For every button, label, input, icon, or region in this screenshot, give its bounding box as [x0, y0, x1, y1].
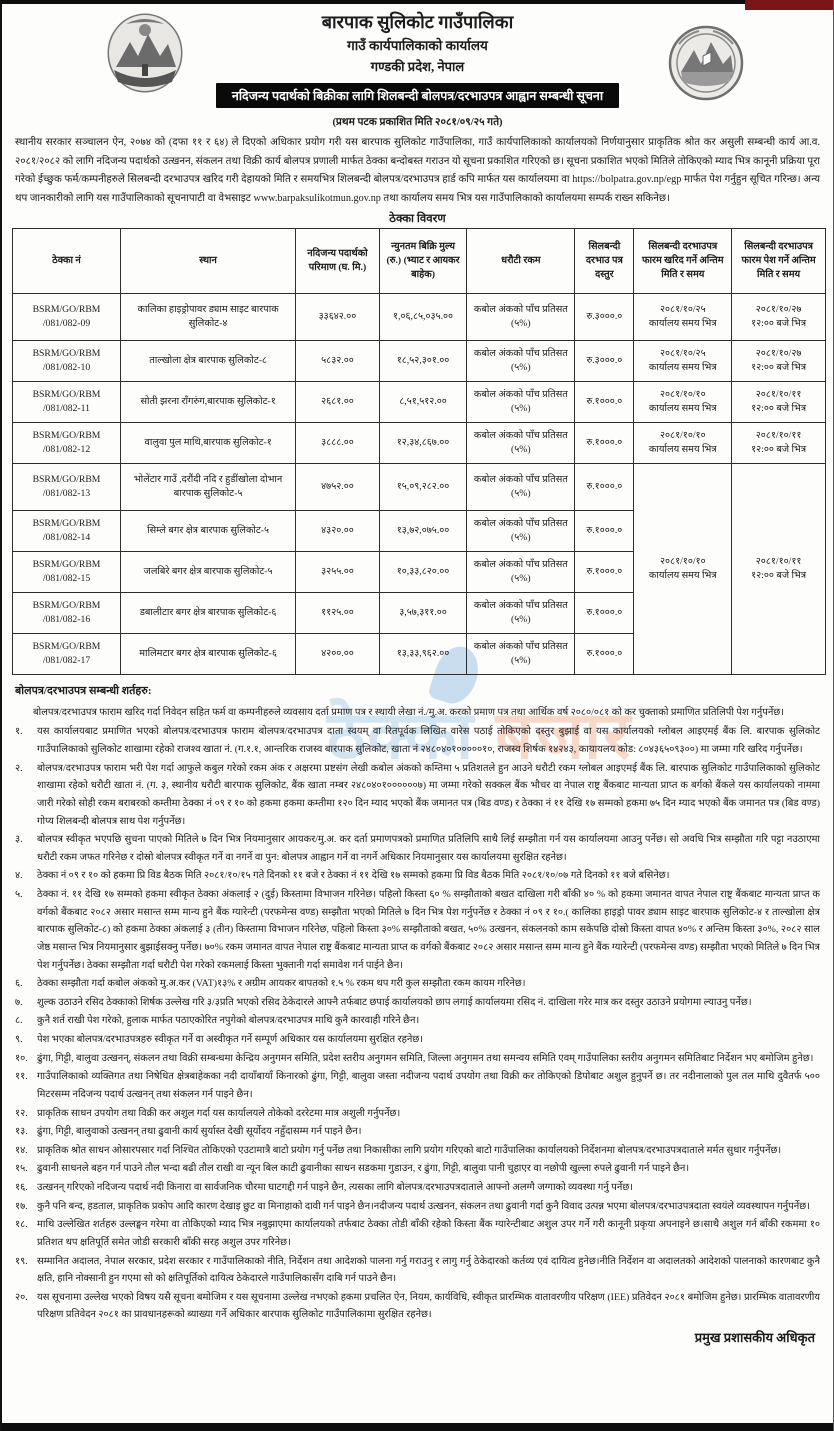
- purchase-deadline-cell: २०८१/१०/२५ कार्यालय समय भित्र: [634, 341, 732, 382]
- term-number: ३.: [15, 834, 23, 846]
- term-number: २०.: [15, 1291, 28, 1303]
- term-item: [15, 1123, 820, 1141]
- municipality-name: बारपाक सुलिकोट गाउँपालिका: [321, 12, 514, 32]
- contract-id-cell: BSRM/GO/RBM /081/082-16: [13, 593, 121, 634]
- term-text: ढुंगा, गिट्टी, बालुवा उत्खनन्, संकलन तथा विक्री सम्बन्धमा केन्द्रिय अनुगमन समिति, प्रदेश स्तरीय अनुगमन समिति, जिल्ला अनुगमन तथा समन्वय समिति एवम् गाउँपालिका स्तरीय अनुगमन समितिबाट निर्देशन भए बमोजिम हुनेछ।: [37, 1052, 814, 1064]
- table-row: [13, 464, 826, 511]
- term-item: [15, 994, 820, 1012]
- term-item: [15, 1179, 820, 1197]
- submit-deadline-merged-cell: २०८१/१०/११ १२:०० बजे भित्र: [732, 464, 826, 675]
- quantity-cell: ११२५.००: [296, 593, 380, 634]
- watermark-word-1: ठेक्का: [327, 698, 476, 772]
- office-name: गाउँ कार्यपालिकाको कार्यालय: [347, 37, 488, 53]
- location-cell: ताल्खोला क्षेत्र बारपाक सुलिकोट-८: [120, 341, 295, 382]
- term-number: ७.: [15, 996, 23, 1008]
- term-item: [15, 886, 820, 974]
- term-item: [15, 1068, 820, 1103]
- term-text: प्राकृतिक साधन उपयोग तथा विक्री कर अशुल गर्दा यस कार्यालयले तोकेको दररेटमा मात्र अशुली गर्नुपर्नेछ।: [37, 1107, 401, 1119]
- term-number: १५.: [15, 1163, 28, 1175]
- term-item: [15, 1012, 820, 1030]
- min-price-cell: ३,५७,३११.००: [379, 593, 467, 634]
- location-cell: जलबिरे बगर क्षेत्र बारपाक सुलिकोट-५: [120, 552, 295, 593]
- table-header-row: [13, 229, 826, 294]
- municipality-seal-logo: [667, 22, 745, 104]
- deposit-cell: कबोल अंकको पाँच प्रतिसत (५%): [467, 511, 575, 552]
- term-number: १७.: [15, 1200, 28, 1212]
- term-item: [15, 975, 820, 993]
- min-price-cell: १०,३३,८२०.००: [379, 552, 467, 593]
- term-number: ५.: [15, 889, 23, 901]
- fee-cell: रु.१०००.०: [575, 552, 634, 593]
- deposit-cell: कबोल अंकको पाँच प्रतिसत (५%): [467, 552, 575, 593]
- min-price-cell: १२,३४,८६७.००: [379, 423, 467, 464]
- term-item: [15, 1031, 820, 1049]
- location-cell: कालिका हाइड्रोपावर ड्याम साइट बारपाक सुलिकोट-४: [120, 294, 295, 341]
- terms-section: [15, 682, 820, 1324]
- term-text: माथि उल्लेखित शर्तहरु उल्लङ्घन गरेमा वा तोकिएको म्याद भित्र नबुझाएमा कार्यालयको तर्फबाट ठेक्का तोडी बाँकी रहेको किस्ता बैंक ग्यारेन्टीबाट अशुल उपर गर्ने गरी कानूनी प्रकृया अपनाइने छ।साथै अशुल गर्न बाँकी रकममा १० प्रतिशत थप क्षतिपूर्ति समेत जोडी सरकारी बाँकी सरह अशुल उपर गरिनेछ।: [37, 1219, 820, 1248]
- min-price-cell: १३,७२,०७५.००: [379, 511, 467, 552]
- term-number: १४.: [15, 1144, 28, 1156]
- deposit-cell: कबोल अंकको पाँच प्रतिसत (५%): [467, 423, 575, 464]
- submit-deadline-cell: २०८१/१०/२७ १२:०० बजे भित्र: [732, 294, 826, 341]
- term-text: बोलपत्र/दरभाउपत्र फाराम भरी पेश गर्दा आफुले कबुल गरेको रकम अंक र अक्षरमा प्रष्टसंग लेखी कबोल अंकको कम्तिमा ५ प्रतिशतले हुन आउने धरौटी रकम ग्लोबल आइएमई बैंक लि. बारपाक सुलिकोट गाउँपालिकाको सुलिकोट शाखामा रहेको धरौटी खाता नं. (ग. ३, स्थानीय धरौटी बारपाक सुलिकोट, बैंक खाता नम्बर २४८०४०१००००००७) मा जम्मा गरेको सक्कल बैंक भौचर वा नेपाल राष्ट्र बैंकबाट मान्यता प्राप्त क बर्गको बैंकले यस कार्यालयको नाममा जारी गरेको सोही रकम बराबरको कम्तीमा ठेक्का नं ०९ र १० को हकमा हकमा कम्तीमा १२० दिन म्याद भएको बैंक जमानत पत्र (बिड वण्ड) र ठेक्का नं ११ देखि १७ सम्मको हकमा ७५ दिन म्याद भएको बैंक जमानत पत्र (बिड वण्ड) गोप्य शिलबन्दी बोलपत्र साथ पेश गर्नुपर्नेछ।: [37, 762, 820, 827]
- contract-id-cell: BSRM/GO/RBM /081/082-13: [13, 464, 121, 511]
- min-price-cell: १३,३३,९६२.००: [379, 634, 467, 675]
- quantity-cell: ५८३२.००: [296, 341, 380, 382]
- term-text: ठेक्का नं ०९ र १० को हकमा प्रि विड बैठक मिति २०८१/१०/१५ गते दिनको ११ बजे र ठेक्का नं ११ देखि १७ सम्मको हकमा प्रि विड बैठक मिति २०८१/१०/०७ गते दिनको ११ बजे बसिनेछ।: [37, 870, 670, 882]
- terms-heading: बोलपत्र/दरभाउपत्र सम्बन्धी शर्तहरु:: [15, 685, 152, 698]
- quantity-cell: ३२५५.००: [296, 552, 380, 593]
- signatory-title: प्रमुख प्रशासकीय अधिकृत: [694, 1330, 815, 1346]
- term-item: [15, 867, 820, 885]
- contract-id-cell: BSRM/GO/RBM /081/082-17: [13, 634, 121, 675]
- location-cell: वालुवा पुल माथि,बारपाक सुलिकोट-१: [120, 423, 295, 464]
- term-text: प्राकृतिक श्रोत साधन ओसारपसार गर्दा निश्चित तोकिएको एउटामात्रै बाटो प्रयोग गर्नु पर्नेछ तथा निकासीका लागि प्रयोग गरिएको बाटो गाउँपालिका कार्यालयको निर्देशनमा बोलपत्र/दरभाउपत्रदाताले मर्मत सुधार गर्नुपर्नेछ।: [37, 1144, 782, 1156]
- term-text: पेश भएका बोलपत्र/दरभाउपत्रहरु स्वीकृत गर्ने वा अस्वीकृत गर्ने सम्पूर्ण अधिकार यस कार्यालयमा सुरक्षित रहनेछ।: [37, 1034, 423, 1046]
- term-item: [15, 1198, 820, 1216]
- term-item: [15, 1216, 820, 1251]
- term-number: २.: [15, 762, 23, 774]
- term-text: कुनै शर्त राखी पेश गरेको, हुलाक मार्फत पठाएकोरित नपुगेको बोलपत्र/दरभाउपत्र माथि कुनै कारवाही गरिने छैन।: [37, 1015, 420, 1027]
- publish-date: (प्रथम पटक प्रकाशित मिति २०८१/०९/२५ गते): [332, 116, 503, 128]
- term-item: [15, 831, 820, 866]
- quantity-cell: ४२००.००: [296, 634, 380, 675]
- location-cell: सोती झरना राँगरुंग,बारपाक सुलिकोट-१: [120, 382, 295, 423]
- quantity-cell: २६८१.००: [296, 382, 380, 423]
- notice-title-banner: नदिजन्य पदार्थको बिक्रीका लागि शिलबन्दी बोलपत्र/दरभाउपत्र आह्वान सम्बन्धी सूचना: [216, 83, 619, 108]
- submit-deadline-cell: २०८१/१०/११ १२:०० बजे भित्र: [732, 382, 826, 423]
- term-number: १२.: [15, 1107, 28, 1119]
- fee-cell: रु.३०००.०: [575, 294, 634, 341]
- fee-cell: रु.१०००.०: [575, 634, 634, 675]
- contract-id-cell: BSRM/GO/RBM /081/082-11: [13, 382, 121, 423]
- nepal-emblem-logo: [106, 12, 184, 94]
- term-text: बोलपत्र स्वीकृत भएपछि सुचना पाएको मितिले ७ दिन भित्र नियमानुसार आयकर/मु.अ. कर दर्ता प्रमाणपत्रको प्रमाणित प्रतिलिपि साथै लिई सम्झौता गर्न यस कार्यालयमा आउनु पर्नेछ। सो अवधि भित्र सम्झौता गरि पट्टा नउठाएमा धरौटी रकम जफत गरिनेछ र दोस्रो बोलपत्र स्वीकृत गर्ने वा नगर्ने वा पुन: बोलपत्र आह्वान गर्ने वा नगर्ने अधिकार नियमानुसार यस कार्यालयमा सुरक्षित रहनेछ।: [37, 834, 820, 863]
- col-header-fee: सिलबन्दी दरभाउ पत्र दस्तुर: [575, 229, 634, 294]
- term-text: यस सूचनामा उल्लेख भएको विषय यसै सूचना बमोजिम र यस सूचनामा उल्लेख नभएको हकमा प्रचलित ऐन, नियम, कार्यविधि, स्वीकृत प्रारम्भिक वातावरणीय परिक्षण (IEE) प्रतिवेदन २०८१ बमोजिम हुनेछ। प्रारम्भिक वातावरणीय परिक्षण प्रतिवेदन २०८१ का प्रावधानहरूको ब्याख्या गर्ने अधिकार बारपाक सुलिकोट गाउँपालिकामा सुरक्षित रहनेछ।: [37, 1291, 820, 1321]
- intro-paragraph: स्थानीय सरकार सञ्चालन ऐन, २०७४ को (दफा ११ र ६४) ले दिएको अधिकार प्रयोग गरी यस बारपाक सुलिकोट गाउँपालिका, गाउँ कार्यपालिकाको कार्यालयको निर्णयानुसार प्राकृतिक श्रोत कर असुली सम्बन्धी कार्य आ.व. २०८१/२०८२ को लागि नदिजन्य पदार्थको उत्खनन, संकलन तथा विक्री कार्य बोलपत्र प्रणाली मार्फत ठेक्का बन्दोबस्त गराउन यो सूचना प्रकाशित गरिएको छ। सूचना प्रकाशित भएको मितिले तोकिएको म्याद भित्र कानूनी प्रक्रिया पूरा गरेको ईच्छुक फर्म/कम्पनीहरुले सिलबन्दी दरभाउपत्र खरिद गरी देहायको मिति र समयभित्र शिलबन्दी बोलपत्र/दरभाउपत्र हार्ड कपि मार्फत यस कार्यालयमा वा https://bolpatra.gov.np/egp मार्फत पेश गर्नुहुन सूचित गरिन्छ। अन्य थप जानकारीको लागि यस गाउँपालिकाको सूचनापाटी वा वेभसाइट www.barpaksulikotmun.gov.np तथा कार्यालय समय भित्र यस गाउँपालिकाको कार्यालयमा सम्पर्क राख्न सकिनेछ।: [15, 136, 820, 205]
- col-header-min-price: न्युनतम बिक्रि मुल्य (रु.) (भ्याट र आयकर बाहेक): [379, 229, 467, 294]
- term-text: शुल्क उठाउने रसिद ठेक्काको शिर्षक उल्लेख गरि ३/३प्रति भएको रसिद ठेकेदारले आफ्नै तर्फबाट छपाई कार्यालयको छाप लगाई कार्यालयमा रसिद नं. दाखिला गरेर मात्र कर दस्तुर उठाउने प्रयोगमा ल्याउनु पर्नेछ।: [37, 996, 752, 1008]
- purchase-deadline-cell: २०८१/१०/१० कार्यालय समय भित्र: [634, 423, 732, 464]
- location-cell: भोलेंटार गाउँ ,दरौंदी नदि र हुडींखोला दोभान बारपाक सुलिकोट-५: [120, 464, 295, 511]
- quantity-cell: ३३६४२.००: [296, 294, 380, 341]
- fee-cell: रु.३०००.०: [575, 341, 634, 382]
- terms-preamble: बोलपत्र/दरभाउपत्र फाराम खरिद गर्दा निवेदन सहित फर्म वा कम्पनीहरुले व्यवसाय दर्ता प्रमाण पत्र र स्थायी लेखा नं./मु.अ. करको प्रमाण पत्र तथा आर्थिक वर्ष २०८०/०८१ को कर चुक्ताको प्रमाणित प्रतिलिपी पेश गर्नुपर्नेछ।: [33, 706, 785, 718]
- location-cell: मालिमटार बगर क्षेत्र बारपाक सुलिकोट-६: [120, 634, 295, 675]
- term-text: यस कार्यालयबाट प्रमाणित भएको बोलपत्र/दरभाउपत्र फाराम बोलपत्र/दरभाउपत्र दाता स्वयम् वा रितपूर्वक लिखित वारेस पठाई तोकिएको दस्तुर बुझाई वा यस कार्यालयको ग्लोबल आइएमई बैंक लि. बारपाक सुलिकोट गाउँपालिकाको सुलिकोट शाखामा रहेको राजश्व खाता नं. (ग.१.१, आन्तरिक राजस्व बारपाक सुलिकोट, खाता नं २४८०४०१०००००१०, राजस्व शिर्षक १४२४३, कायायलय कोड: ८०४३६५०९३००) मा जम्मा गरि खरिद गर्नुपर्नेछ।: [37, 726, 820, 756]
- purchase-deadline-cell: २०८१/१०/१० कार्यालय समय भित्र: [634, 382, 732, 423]
- term-item: [15, 760, 820, 831]
- min-price-cell: ८,५१,५१२.००: [379, 382, 467, 423]
- quantity-cell: ४३२०.००: [296, 511, 380, 552]
- term-number: १८.: [15, 1219, 28, 1231]
- col-header-contract-no: ठेक्का नं: [13, 229, 121, 294]
- submit-deadline-cell: २०८१/१०/२७ १२:०० बजे भित्र: [732, 341, 826, 382]
- term-item: [15, 1253, 820, 1288]
- bottom-border: [2, 1423, 833, 1431]
- term-number: १६.: [15, 1182, 28, 1194]
- fee-cell: रु.१०००.०: [575, 423, 634, 464]
- term-number: ९.: [15, 1034, 23, 1046]
- col-header-location: स्थान: [120, 229, 295, 294]
- contract-id-cell: BSRM/GO/RBM /081/082-15: [13, 552, 121, 593]
- fee-cell: रु.१०००.०: [575, 464, 634, 511]
- term-number: ४.: [15, 870, 23, 882]
- term-text: ढुंगा, गिट्टी, बालुवाको उत्खनन् तथा ढुवानी कार्य सुर्यास्त देखी सूर्योदय नहुँदासम्म गर्न पाइने छैन।: [37, 1126, 362, 1138]
- term-text: कुनै पनि बन्द, हडताल, प्राकृतिक प्रकोप आदि कारण देखाइ छुट वा मिनाहाको दावी गर्न पाइने छैन।नदीजन्य पदार्थ उत्खनन, संकलन तथा ढुवानी गर्दा कुनै विवाद उत्पन्न भएमा बोलपत्र/दरभाउपत्रदाता स्वयंले व्यवस्थापन गर्नुपर्नेछ।: [37, 1200, 810, 1212]
- col-header-purchase-deadline: सिलबन्दी दरभाउपत्र फारम खरिद गर्ने अन्तिम मिति र समय: [634, 229, 732, 294]
- term-text: ठेक्का नं. ११ देखि १७ सम्मको हकमा स्वीकृत ठेक्का अंकलाई २ (दुई) किस्तामा विभाजन गरिनेछ। पहिलो किस्ता ६० % सम्झौताको बखत दाखिला गरी बाँकी ४० % को हकमा जमानत वापत नेपाल राष्ट्र बैंकबाट मान्यता प्राप्त क वर्गको बैंकबाट २०८२ असार मसान्त सम्म मान्य हुने बैंक ग्यारेन्टी (परफमेन्स वण्ड) सम्झौता भएको मितिले ७ दिन भित्र पेश गर्नुपर्नेछ र ठेक्का नं ०९ र १०.( कालिका हाइड्रो पावर ड्याम साइट बारपाक सुलिकोट-४ र ताल्खोला क्षेत्र बारपाक सुलिकोट-८) को हकमा ठेक्का अंकलाई ३ (तीन) किस्तामा विभाजन गरिनेछ, पहिलो किस्ता ३०% सम्झौताको बखत, ५०% उत्खनन, संकलनको काम सकेपछि दोस्रो किस्ता वापत ४०% र अन्तिम किस्ता ३०%, २०८२ साल जेष्ठ मसान्त भित्र नियमानुसार बुझाईसक्नु पर्नेछ। ७०% रकम जमानत वापत नेपाल राष्ट्र बैंकबाट मान्यता प्राप्त क वर्गको बैंकबाट २०८२ असार मसान्त सम्म मान्य हुने बैंक ग्यारेन्टी (परफमेन्स वण्ड) सम्झौता भएको मितिले ७ दिन भित्र पेश गर्नुपर्नेछ। ठेक्का सम्झौता गर्दा धरौटी पेश गरेको रकमलाई किस्ता भुक्तानी गर्दा समावेश गर्न पाईने छैन।: [37, 889, 820, 971]
- min-price-cell: १,०६,८५,०३५.००: [379, 294, 467, 341]
- contract-id-cell: BSRM/GO/RBM /081/082-09: [13, 294, 121, 341]
- col-header-submit-deadline: सिलबन्दी दरभाउपत्र फारम पेश गर्ने अन्तिम मिति र समय: [732, 229, 826, 294]
- term-text: ठेक्का सम्झौता गर्दा कबोल अंकको मु.अ.कर (VAT)१३% र अग्रीम आयकर बापतको १.५ % रकम थप गरी कुल सम्झौता रकम कायम गरिनेछ।: [37, 978, 526, 990]
- location-cell: सिम्ले बगर क्षेत्र बारपाक सुलिकोट-५: [120, 511, 295, 552]
- deposit-cell: कबोल अंकको पाँच प्रतिसत (५%): [467, 341, 575, 382]
- contract-id-cell: BSRM/GO/RBM /081/082-10: [13, 341, 121, 382]
- term-item: [15, 1050, 820, 1068]
- quantity-cell: ३८८८.००: [296, 423, 380, 464]
- purchase-deadline-merged-cell: २०८१/१०/१० कार्यालय समय भित्र: [634, 464, 732, 675]
- term-text: ढुवानी साधनले बहन गर्न पाउने तौल भन्दा बढी तौल राखी वा न्यून बिल काटी ढुवानीका साधन सडकमा गुडाउन, र ढुंगा, गिट्टी, बालुवा पानी चुहाएर वा नछोपी खुल्ला रुपले ढुवानी गर्न पाइने छैन।: [37, 1163, 690, 1175]
- col-header-deposit: धरौटी रकम: [467, 229, 575, 294]
- min-price-cell: १८,५२,३०१.००: [379, 341, 467, 382]
- province-line: गण्डकी प्रदेश, नेपाल: [370, 58, 465, 74]
- term-item: [15, 723, 820, 758]
- submit-deadline-cell: २०८१/१०/११ १२:०० बजे भित्र: [732, 423, 826, 464]
- tender-table: [12, 228, 826, 675]
- min-price-cell: १५,०९,२८२.००: [379, 464, 467, 511]
- term-number: ८.: [15, 1015, 23, 1027]
- col-header-quantity: नदिजन्य पदार्थको परिमाण (घ. मि.): [296, 229, 380, 294]
- fee-cell: रु.१०००.०: [575, 382, 634, 423]
- deposit-cell: कबोल अंकको पाँच प्रतिसत (५%): [467, 294, 575, 341]
- term-text: सम्मानित अदालत, नेपाल सरकार, प्रदेश सरकार र गाउँपालिकाको नीति, निर्देशन तथा आदेशको पालना गर्नु गराउनु र लागु गर्नु ठेकेदारको कर्तव्य एवं दायित्व हुनेछ।नीति निर्देशन वा अदालतको आदेशको पालनाको कारणबाट कुनै क्षति, हानि नोक्सानी हुन गएमा सो को क्षतिपूर्तिको दायित्व ठेकेदारले गाउँपालिकासँग दाबि गर्न पाउने छैन।: [37, 1255, 820, 1285]
- watermark-word-2: बजार: [495, 698, 633, 772]
- term-number: १०.: [15, 1052, 28, 1064]
- location-cell: डबालीटार बगर क्षेत्र बारपाक सुलिकोट-६: [120, 593, 295, 634]
- purchase-deadline-cell: २०८१/१०/२५ कार्यालय समय भित्र: [634, 294, 732, 341]
- table-row: [13, 423, 826, 464]
- term-number: १.: [15, 726, 23, 738]
- table-row: [13, 382, 826, 423]
- term-number: ११.: [15, 1071, 28, 1083]
- term-text: गाउँपालिकाको व्यक्तिगत तथा निषेधित क्षेत्रबाहेकका नदी दायाँबायाँ किनारको ढुंगा, गिट्टी, बालुवा जस्ता नदीजन्य पदार्थ उपयोग तथा विक्री कर तोकिएको डिपोबाट अशुल हुनुपर्ने छ। तर नदीनालाको पुल तल माथि दुवैतर्फ ५०० मिटरसम्म नदिजन्य पदार्थ उत्खनन् तथा संकलन गर्न पाइने छैन।: [37, 1071, 820, 1100]
- deposit-cell: कबोल अंकको पाँच प्रतिसत (५%): [467, 634, 575, 675]
- contract-id-cell: BSRM/GO/RBM /081/082-14: [13, 511, 121, 552]
- term-number: १३.: [15, 1126, 28, 1138]
- fee-cell: रु.१०००.०: [575, 593, 634, 634]
- fee-cell: रु.१०००.०: [575, 511, 634, 552]
- deposit-cell: कबोल अंकको पाँच प्रतिसत (५%): [467, 464, 575, 511]
- quantity-cell: ४७५२.००: [296, 464, 380, 511]
- table-row: [13, 341, 826, 382]
- term-item: [15, 1160, 820, 1178]
- term-text: उत्खनन् गरिएको नदिजन्य पदार्थ नदी किनारा वा सार्वजनिक चौरमा घाटगद्दी गर्न पाइने छैन, त्यसका लागि बोलपत्र/दरभाउपत्रदाताले आफ्नो अलग्गै जग्गाको व्यवस्था गर्नु पर्नेछ।: [37, 1182, 633, 1194]
- term-number: ६.: [15, 978, 23, 990]
- document-header: [2, 0, 833, 129]
- contract-details-title: ठेक्का विवरण: [389, 213, 446, 226]
- deposit-cell: कबोल अंकको पाँच प्रतिसत (५%): [467, 382, 575, 423]
- deposit-cell: कबोल अंकको पाँच प्रतिसत (५%): [467, 593, 575, 634]
- term-item: [15, 1105, 820, 1123]
- contract-id-cell: BSRM/GO/RBM /081/082-12: [13, 423, 121, 464]
- term-number: १९.: [15, 1255, 28, 1267]
- term-item: [15, 1289, 820, 1324]
- term-item: [15, 1142, 820, 1160]
- table-row: [13, 294, 826, 341]
